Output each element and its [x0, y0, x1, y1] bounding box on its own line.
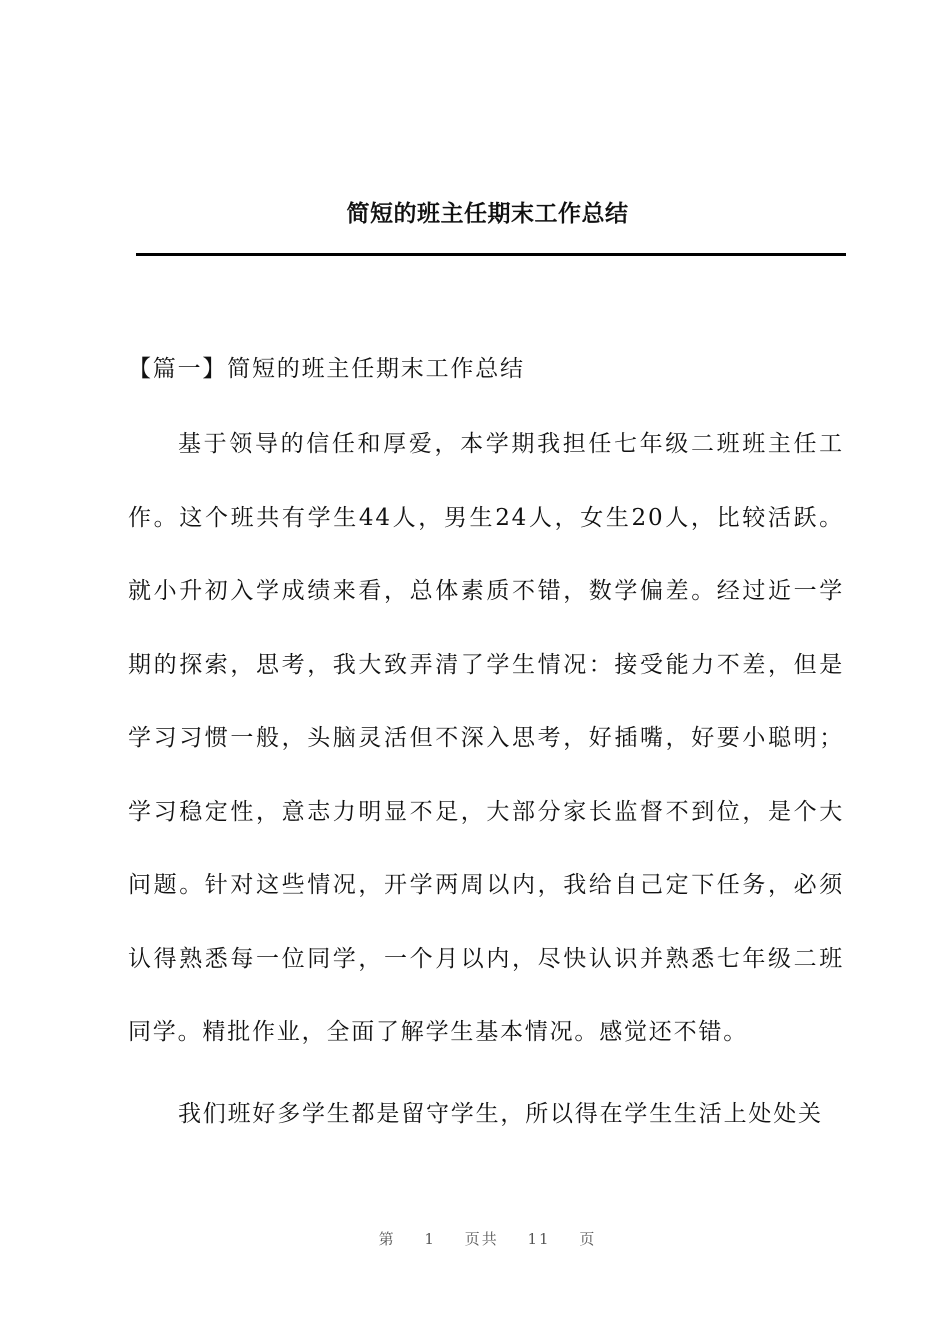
page-footer [0, 1228, 950, 1249]
title-underline-divider [136, 253, 846, 256]
page-title: 简短的班主任期末工作总结 [346, 200, 629, 227]
body-paragraph-2 [128, 1078, 844, 1152]
body-paragraph-1: 基于领导的信任和厚爱，本学期我担任七年级二班班主任工作。这个班共有学生44人，男生24人，女生20人，比较活跃。就小升初入学成绩来看，总体素质不错，数学偏差。经过近一学期的探索，思考，我大致弄清了学生情况：接受能力不差，但是学习习惯一般，头脑灵活但不深入思考，好插嘴，好要小聪明；学习稳定性，意志力明显不足，大部分家长监督不到位，是个大问题。针对这些情况，开学两周以内，我给自己定下任务，必须认得熟悉每一位同学，一个月以内，尽快认识并熟悉七年级二班同学。精批作业，全面了解学生基本情况。感觉还不错。 [128, 431, 844, 1045]
footer-page-suffix: 页 [579, 1230, 597, 1248]
footer-page-mid: 页共 [464, 1230, 499, 1248]
footer-page-total: 11 [527, 1230, 551, 1248]
body-paragraph-2-text: 我们班好多学生都是留守学生，所以得在学生生活上处处关 [178, 1101, 823, 1127]
footer-page-number: 1 [424, 1230, 436, 1248]
footer-page-prefix: 第 [378, 1230, 396, 1248]
section-heading: 【篇一】简短的班主任期末工作总结 [128, 356, 525, 382]
